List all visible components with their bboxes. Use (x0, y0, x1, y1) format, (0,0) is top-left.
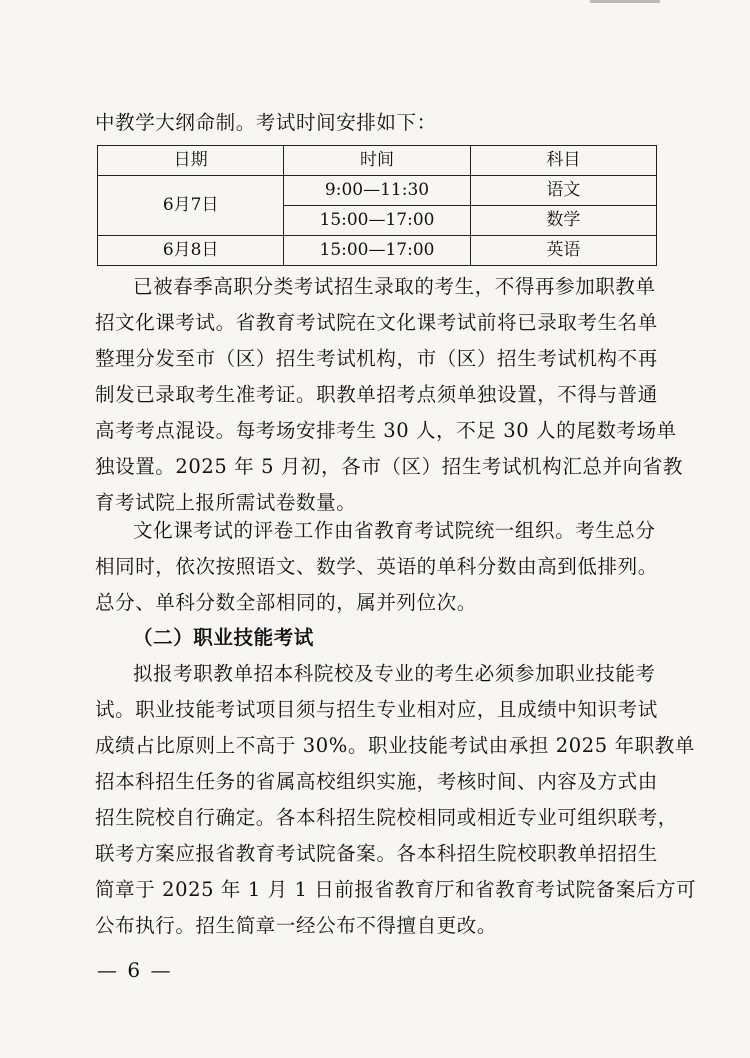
paragraph-line: 育考试院上报所需试卷数量。 (95, 491, 357, 514)
paragraph-line: 总分、单科分数全部相同的，属并列位次。 (95, 591, 477, 614)
paragraph-line: 独设置。2025 年 5 月初，各市（区）招生考试机构汇总并向省教 (95, 455, 683, 478)
paragraph-line: 成绩占比原则上不高于 30%。职业技能考试由承担 2025 年职教单 (95, 734, 695, 757)
cell-subject: 英语 (470, 236, 656, 266)
paragraph-line: 高考考点混设。每考场安排考生 30 人，不足 30 人的尾数考场单 (95, 419, 677, 442)
paragraph-line: 招文化课考试。省教育考试院在文化课考试前将已录取考生名单 (95, 311, 658, 334)
table-header-row (98, 146, 657, 176)
header-subject: 科目 (470, 146, 656, 176)
cell-subject: 数学 (470, 206, 656, 236)
scan-mark (590, 0, 660, 3)
page-number: — 6 — (97, 958, 173, 982)
cell-date: 6月8日 (98, 236, 284, 266)
paragraph-line: 已被春季高职分类考试招生录取的考生，不得再参加职教单 (133, 275, 656, 298)
header-date: 日期 (98, 146, 284, 176)
cell-date: 6月7日 (98, 176, 284, 236)
table-row (98, 236, 657, 266)
paragraph-line: 整理分发至市（区）招生考试机构，市（区）招生考试机构不再 (95, 347, 658, 370)
section-heading: （二）职业技能考试 (133, 626, 314, 649)
paragraph-line: 拟报考职教单招本科院校及专业的考生必须参加职业技能考 (133, 662, 656, 685)
exam-schedule-table (97, 145, 657, 266)
cell-subject: 语文 (470, 176, 656, 206)
paragraph-line: 招生院校自行确定。各本科招生院校相同或相近专业可组织联考， (95, 806, 678, 829)
cell-time: 9:00—11:30 (284, 176, 470, 206)
paragraph-line: 制发已录取考生准考证。职教单招考点须单独设置，不得与普通 (95, 383, 658, 406)
paragraph-line: 联考方案应报省教育考试院备案。各本科招生院校职教单招招生 (95, 842, 658, 865)
paragraph-line: 简章于 2025 年 1 月 1 日前报省教育厅和省教育考试院备案后方可 (95, 878, 697, 901)
intro-line: 中教学大纲命制。考试时间安排如下： (95, 111, 437, 134)
table-row (98, 176, 657, 206)
paragraph-line: 试。职业技能考试项目须与招生专业相对应，且成绩中知识考试 (95, 698, 658, 721)
paragraph-line: 文化课考试的评卷工作由省教育考试院统一组织。考生总分 (133, 519, 656, 542)
paragraph-line: 招本科招生任务的省属高校组织实施，考核时间、内容及方式由 (95, 770, 658, 793)
paragraph-line: 公布执行。招生简章一经公布不得擅自更改。 (95, 914, 498, 937)
paragraph-line: 相同时，依次按照语文、数学、英语的单科分数由高到低排列。 (95, 555, 658, 578)
cell-time: 15:00—17:00 (284, 236, 470, 266)
cell-time: 15:00—17:00 (284, 206, 470, 236)
header-time: 时间 (284, 146, 470, 176)
